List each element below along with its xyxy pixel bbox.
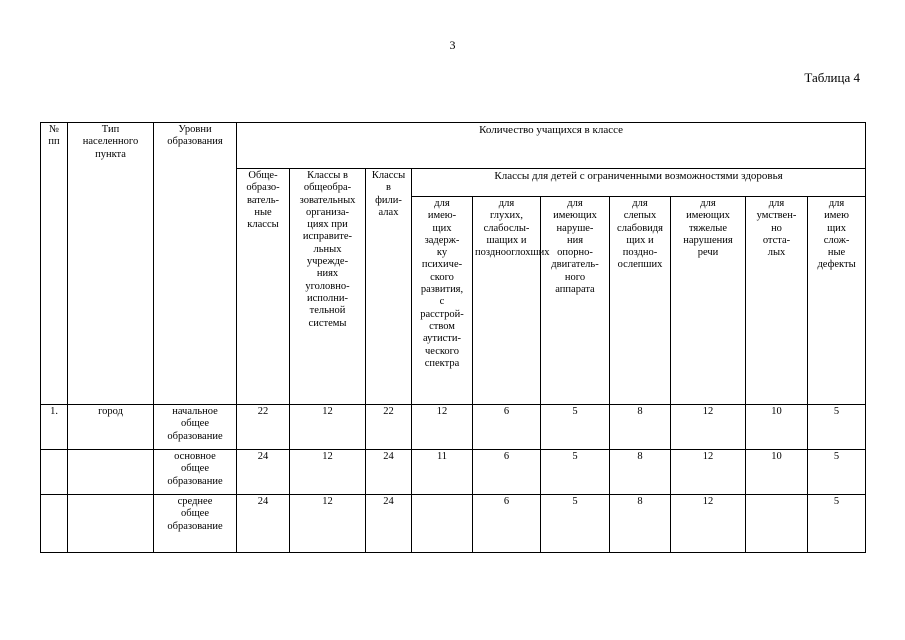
cell-musculoskeletal: 5 — [541, 495, 610, 553]
table-row — [41, 405, 866, 450]
header-sub-blind: для слепых слабовидя щих и поздно- ослепших — [610, 197, 671, 405]
header-student-count: Количество учащихся в классе — [237, 123, 866, 169]
row-num — [41, 450, 68, 495]
cell-speech: 12 — [671, 450, 746, 495]
cell-general: 24 — [237, 450, 290, 495]
header-sub-delay: для имею- щих задерж- ку психиче- ского развития, с расстрой- ством аутисти- ческого спектра — [412, 197, 473, 405]
cell-musculoskeletal: 5 — [541, 450, 610, 495]
cell-deaf: 6 — [473, 495, 541, 553]
table-caption: Таблица 4 — [804, 70, 860, 85]
header-settlement-type: Тип населенного пункта — [68, 123, 154, 405]
cell-delay — [412, 495, 473, 553]
cell-correctional: 12 — [290, 405, 366, 450]
cell-deaf: 6 — [473, 405, 541, 450]
cell-complex: 5 — [808, 405, 866, 450]
header-sub-complex: для имею щих слож- ные дефекты — [808, 197, 866, 405]
students-table — [40, 122, 866, 553]
page-number: 3 — [449, 38, 456, 52]
row-settlement-type: город — [68, 405, 154, 450]
row-num — [41, 495, 68, 553]
cell-blind: 8 — [610, 450, 671, 495]
cell-general: 22 — [237, 405, 290, 450]
cell-general: 24 — [237, 495, 290, 553]
cell-blind: 8 — [610, 405, 671, 450]
header-special-needs: Классы для детей с ограниченными возможностями здоровья — [412, 169, 866, 197]
cell-correctional: 12 — [290, 495, 366, 553]
cell-delay: 12 — [412, 405, 473, 450]
header-sub-intellectual: для умствен- но отста- лых — [746, 197, 808, 405]
row-num: 1. — [41, 405, 68, 450]
cell-speech: 12 — [671, 405, 746, 450]
cell-musculoskeletal: 5 — [541, 405, 610, 450]
cell-correctional: 12 — [290, 450, 366, 495]
cell-intellectual: 10 — [746, 450, 808, 495]
row-education-level: среднее общее образование — [154, 495, 237, 553]
cell-complex: 5 — [808, 495, 866, 553]
header-education-level: Уровни образования — [154, 123, 237, 405]
cell-intellectual — [746, 495, 808, 553]
cell-blind: 8 — [610, 495, 671, 553]
cell-branches: 22 — [366, 405, 412, 450]
cell-delay: 11 — [412, 450, 473, 495]
header-correctional-classes: Классы в общеобра- зовательных организа- циях при исправите- льных учрежде- ниях уголовно- исполни- тельной системы — [290, 169, 366, 405]
cell-intellectual: 10 — [746, 405, 808, 450]
header-branch-classes: Классы в фили- алах — [366, 169, 412, 405]
header-sub-deaf: для глухих, слабослы- шащих и позднооглохших — [473, 197, 541, 405]
header-num: № пп — [41, 123, 68, 405]
cell-branches: 24 — [366, 495, 412, 553]
row-settlement-type — [68, 495, 154, 553]
cell-speech: 12 — [671, 495, 746, 553]
row-education-level: начальное общее образование — [154, 405, 237, 450]
row-education-level: основное общее образование — [154, 450, 237, 495]
table-row — [41, 450, 866, 495]
cell-branches: 24 — [366, 450, 412, 495]
cell-complex: 5 — [808, 450, 866, 495]
header-sub-musculoskeletal: для имеющих наруше- ния опорно- двигатель- ного аппарата — [541, 197, 610, 405]
table-row — [41, 495, 866, 553]
cell-deaf: 6 — [473, 450, 541, 495]
row-settlement-type — [68, 450, 154, 495]
header-general-classes: Обще- образо- ватель- ные классы — [237, 169, 290, 405]
header-sub-speech: для имеющих тяжелые нарушения речи — [671, 197, 746, 405]
